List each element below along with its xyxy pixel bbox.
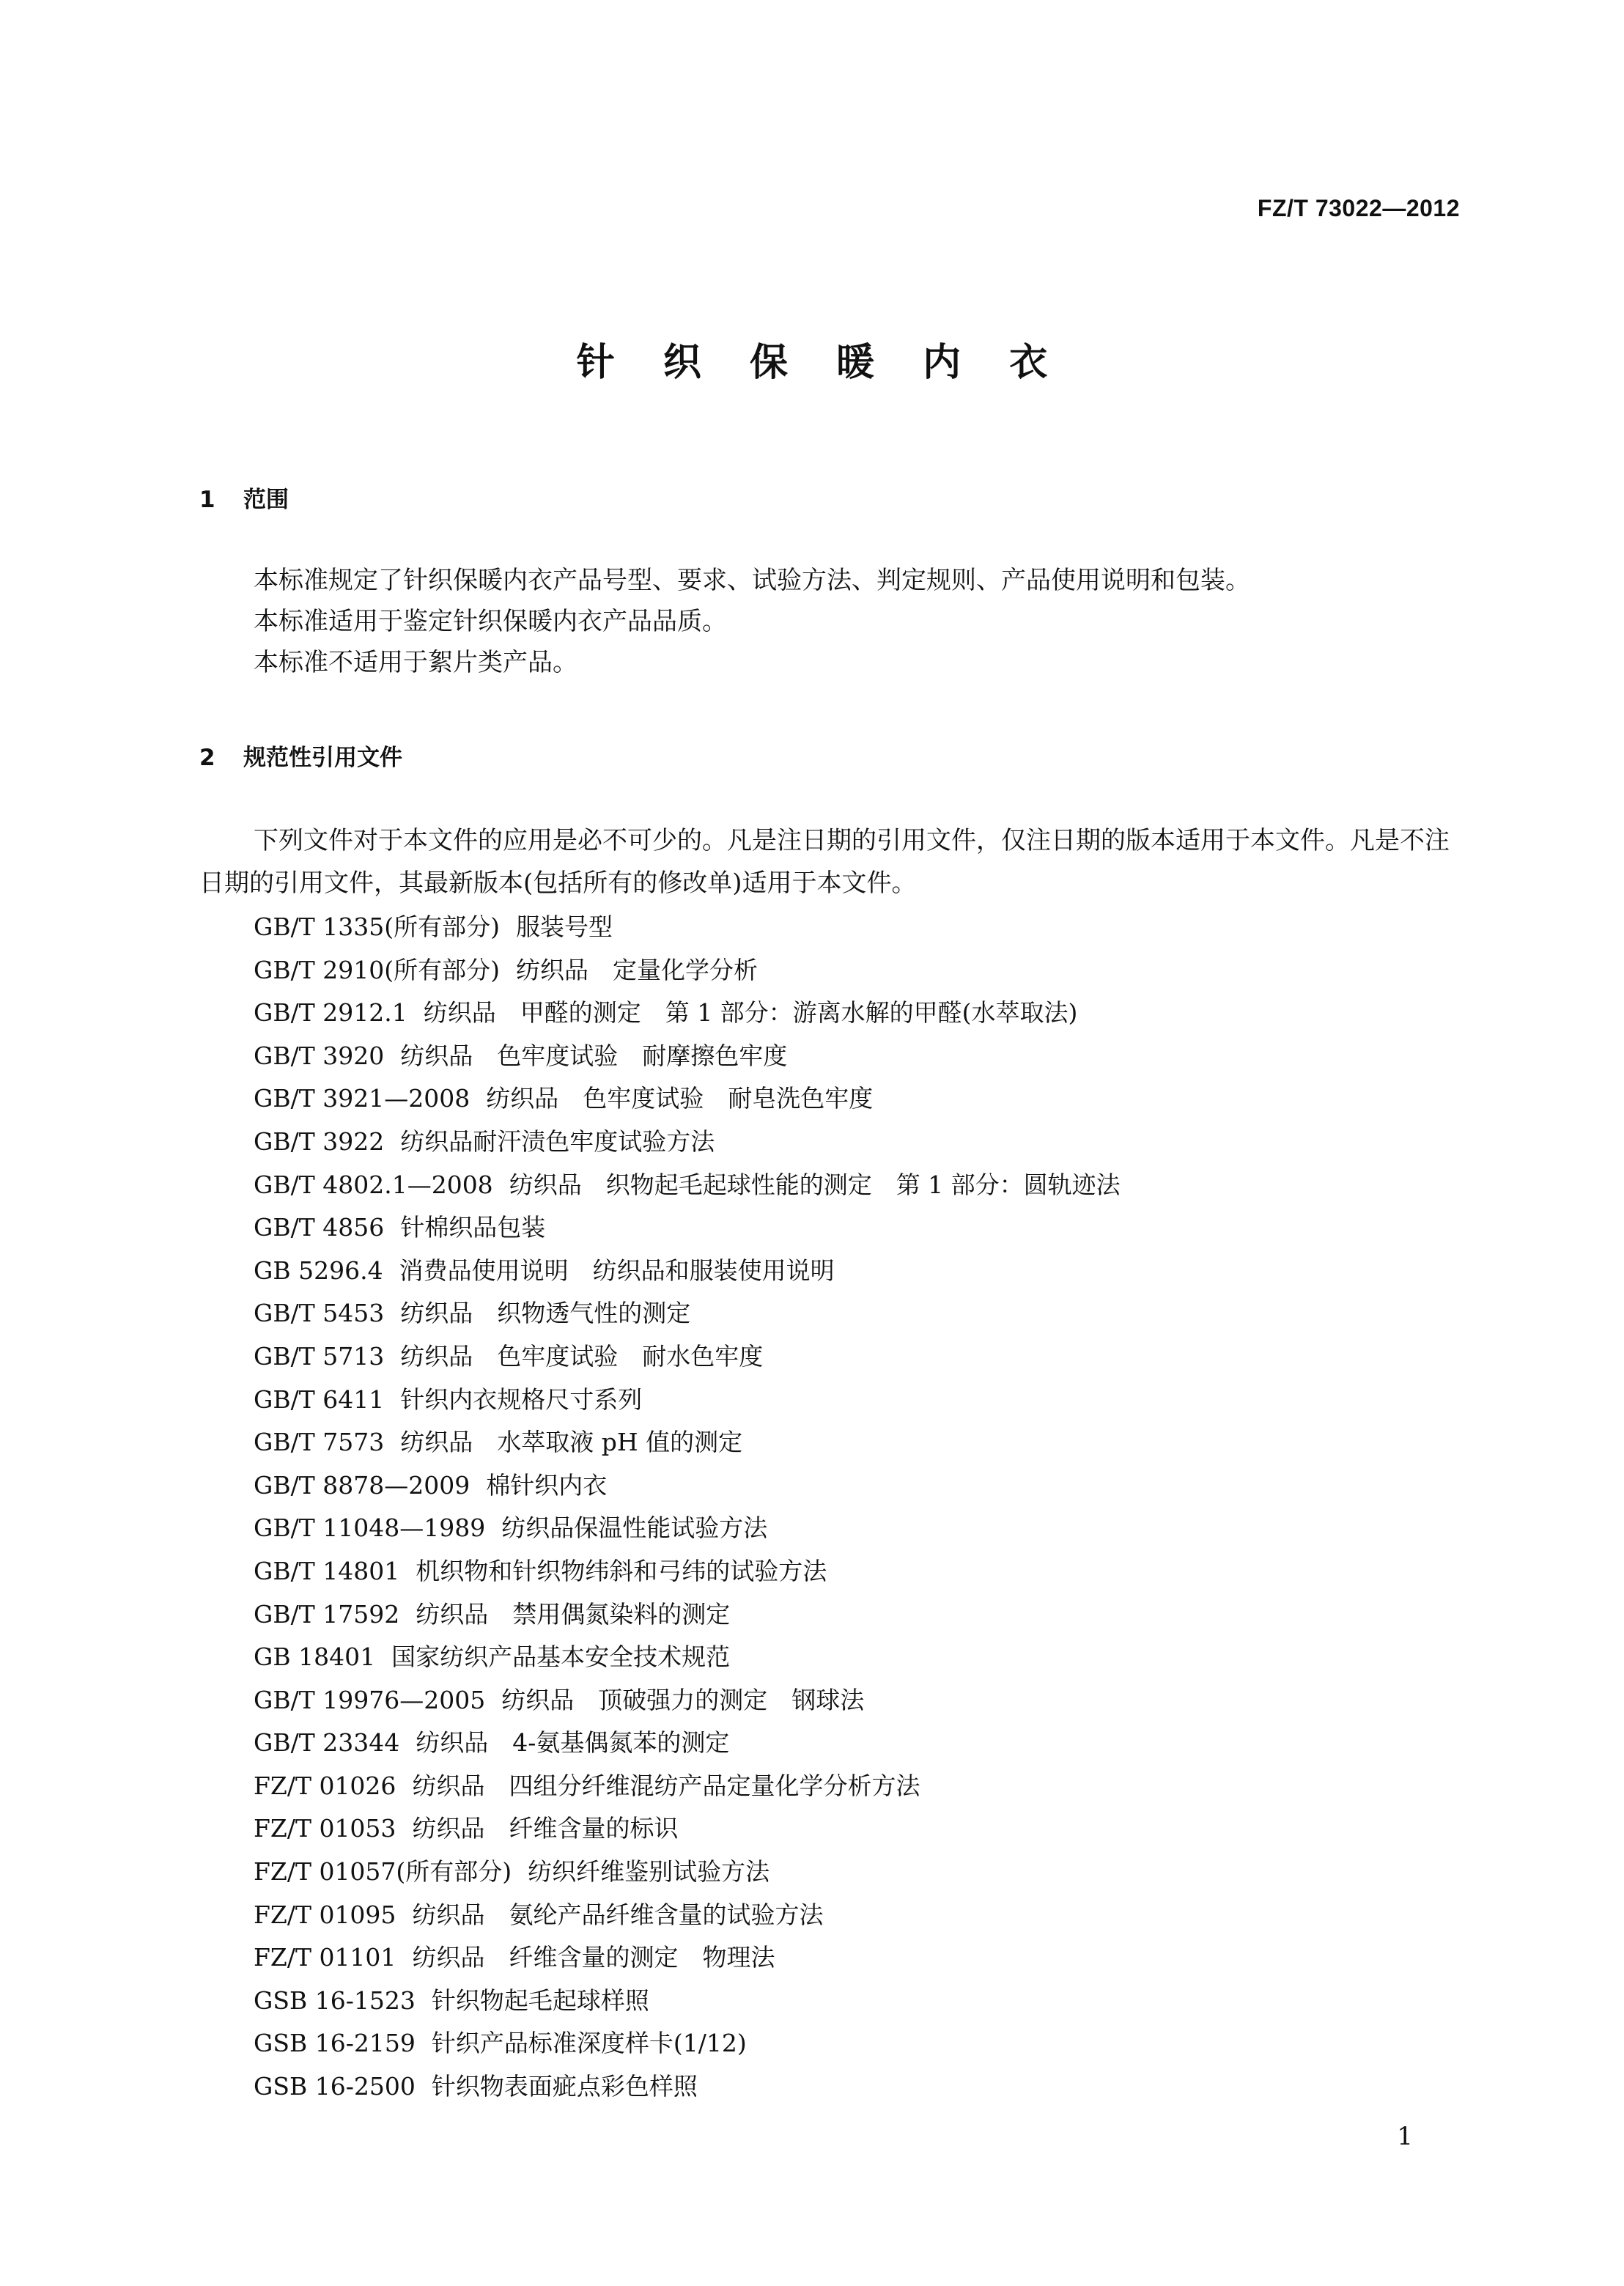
reference-code: GB/T 8878—2009 [254, 1470, 470, 1500]
reference-code: GB/T 6411 [254, 1384, 385, 1414]
reference-item [254, 1936, 1121, 1980]
reference-code: GB/T 4802.1—2008 [254, 1170, 493, 1199]
reference-title: 纺织品耐汗渍色牢度试验方法 [400, 1127, 715, 1156]
reference-item [254, 949, 1121, 992]
section-2-heading [199, 739, 402, 772]
reference-item [254, 1292, 1121, 1335]
reference-code: FZ/T 01053 [254, 1814, 396, 1843]
reference-code: GB/T 4856 [254, 1213, 385, 1242]
section-1-title: 范围 [243, 487, 289, 513]
reference-item [254, 1593, 1121, 1637]
section-2-title: 规范性引用文件 [243, 745, 402, 771]
reference-title: 纺织品保温性能试验方法 [501, 1513, 768, 1543]
reference-code: GB/T 23344 [254, 1728, 400, 1758]
reference-title: 针棉织品包装 [400, 1213, 546, 1242]
reference-title: 纺织品 色牢度试验 耐皂洗色牢度 [486, 1084, 874, 1113]
reference-title: 纺织品 氨纶产品纤维含量的试验方法 [412, 1900, 824, 1929]
reference-code: GB/T 5713 [254, 1341, 385, 1371]
reference-title: 纺织品 甲醛的测定 第 1 部分：游离水解的甲醛(水萃取法) [423, 998, 1078, 1028]
reference-item [254, 1206, 1121, 1250]
reference-item [254, 1464, 1121, 1508]
reference-item [254, 1421, 1121, 1464]
reference-title: 纺织品 禁用偶氮染料的测定 [416, 1599, 731, 1629]
reference-title: 机织物和针织物纬斜和弓纬的试验方法 [416, 1556, 827, 1585]
section-2-number: 2 [199, 745, 215, 771]
reference-code: GB 18401 [254, 1642, 376, 1672]
reference-item [254, 906, 1121, 949]
reference-item [254, 992, 1121, 1035]
reference-item [254, 1121, 1121, 1164]
reference-item [254, 1894, 1121, 1937]
reference-code: GB/T 1335(所有部分) [254, 912, 500, 941]
reference-title: 纺织品 顶破强力的测定 钢球法 [501, 1685, 865, 1714]
reference-code: GB/T 3922 [254, 1127, 385, 1156]
reference-title: 纺织品 色牢度试验 耐摩擦色牢度 [400, 1041, 788, 1070]
reference-code: GSB 16-2500 [254, 2072, 416, 2101]
reference-item [254, 1807, 1121, 1851]
section-1-body [254, 560, 1250, 683]
reference-title: 纺织品 纤维含量的标识 [412, 1814, 679, 1843]
section-1-number: 1 [199, 487, 215, 513]
reference-title: 纺织品 水萃取液 pH 值的测定 [400, 1428, 743, 1457]
reference-code: FZ/T 01057(所有部分) [254, 1857, 512, 1887]
reference-item [254, 1035, 1121, 1078]
reference-title: 消费品使用说明 纺织品和服装使用说明 [399, 1256, 835, 1285]
reference-item [254, 1980, 1121, 2023]
reference-item [254, 1335, 1121, 1379]
reference-title: 纺织纤维鉴别试验方法 [528, 1857, 770, 1887]
reference-title: 纺织品 纤维含量的测定 物理法 [412, 1943, 775, 1972]
reference-code: GB/T 17592 [254, 1599, 400, 1629]
reference-code: GB/T 11048—1989 [254, 1513, 486, 1543]
reference-title: 纺织品 4-氨基偶氮苯的测定 [416, 1728, 730, 1758]
reference-title: 纺织品 织物透气性的测定 [400, 1299, 691, 1328]
reference-title: 服装号型 [515, 912, 613, 941]
reference-item [254, 1379, 1121, 1422]
reference-item [254, 1636, 1121, 1679]
reference-code: GB 5296.4 [254, 1256, 383, 1285]
reference-code: GB/T 5453 [254, 1299, 385, 1328]
reference-title: 针织物表面疵点彩色样照 [431, 2072, 698, 2101]
reference-title: 针织内衣规格尺寸系列 [400, 1384, 643, 1414]
reference-title: 国家纺织产品基本安全技术规范 [391, 1642, 731, 1672]
reference-title: 针织物起毛起球样照 [431, 1985, 649, 2015]
reference-title: 棉针织内衣 [486, 1470, 608, 1500]
page-number: 1 [1397, 2122, 1413, 2151]
reference-item [254, 1077, 1121, 1121]
reference-code: GB/T 3920 [254, 1041, 385, 1070]
reference-code: FZ/T 01101 [254, 1943, 396, 1972]
reference-title: 纺织品 色牢度试验 耐水色牢度 [400, 1341, 764, 1371]
reference-item [254, 1250, 1121, 1293]
reference-item [254, 1722, 1121, 1765]
section-2-intro: 下列文件对于本文件的应用是必不可少的。凡是注日期的引用文件，仅注日期的版本适用于本文件。凡是不注日期的引用文件，其最新版本(包括所有的修改单)适用于本文件。 [199, 826, 1450, 898]
reference-code: FZ/T 01026 [254, 1771, 396, 1800]
reference-code: FZ/T 01095 [254, 1900, 396, 1929]
section-1-line: 本标准适用于鉴定针织保暖内衣产品品质。 [254, 607, 727, 636]
standard-code: FZ/T 73022—2012 [1257, 195, 1460, 221]
reference-code: GB/T 7573 [254, 1428, 385, 1457]
reference-title: 纺织品 四组分纤维混纺产品定量化学分析方法 [412, 1771, 920, 1800]
reference-code: GB/T 2910(所有部分) [254, 955, 500, 984]
reference-item [254, 1765, 1121, 1808]
reference-code: GB/T 3921—2008 [254, 1084, 470, 1113]
reference-title: 针织产品标准深度样卡(1/12) [431, 2029, 747, 2058]
section-1-heading [199, 481, 289, 514]
reference-code: GSB 16-1523 [254, 1985, 416, 2015]
reference-item [254, 1550, 1121, 1593]
reference-title: 纺织品 织物起毛起球性能的测定 第 1 部分：圆轨迹法 [509, 1170, 1121, 1199]
reference-item [254, 1851, 1121, 1894]
reference-title: 纺织品 定量化学分析 [515, 955, 758, 984]
reference-code: GSB 16-2159 [254, 2029, 416, 2058]
reference-list [254, 906, 1121, 2109]
reference-code: GB/T 2912.1 [254, 998, 407, 1028]
section-1-line: 本标准不适用于絮片类产品。 [254, 648, 577, 677]
reference-item [254, 1507, 1121, 1550]
reference-item [254, 1679, 1121, 1722]
reference-item [254, 1164, 1121, 1207]
reference-code: GB/T 14801 [254, 1556, 400, 1585]
reference-item [254, 2022, 1121, 2065]
reference-item [254, 2065, 1121, 2109]
section-1-line: 本标准规定了针织保暖内衣产品号型、要求、试验方法、判定规则、产品使用说明和包装。 [254, 566, 1250, 595]
document-title: 针 织 保 暖 内 衣 [576, 341, 1066, 385]
reference-code: GB/T 19976—2005 [254, 1685, 486, 1714]
